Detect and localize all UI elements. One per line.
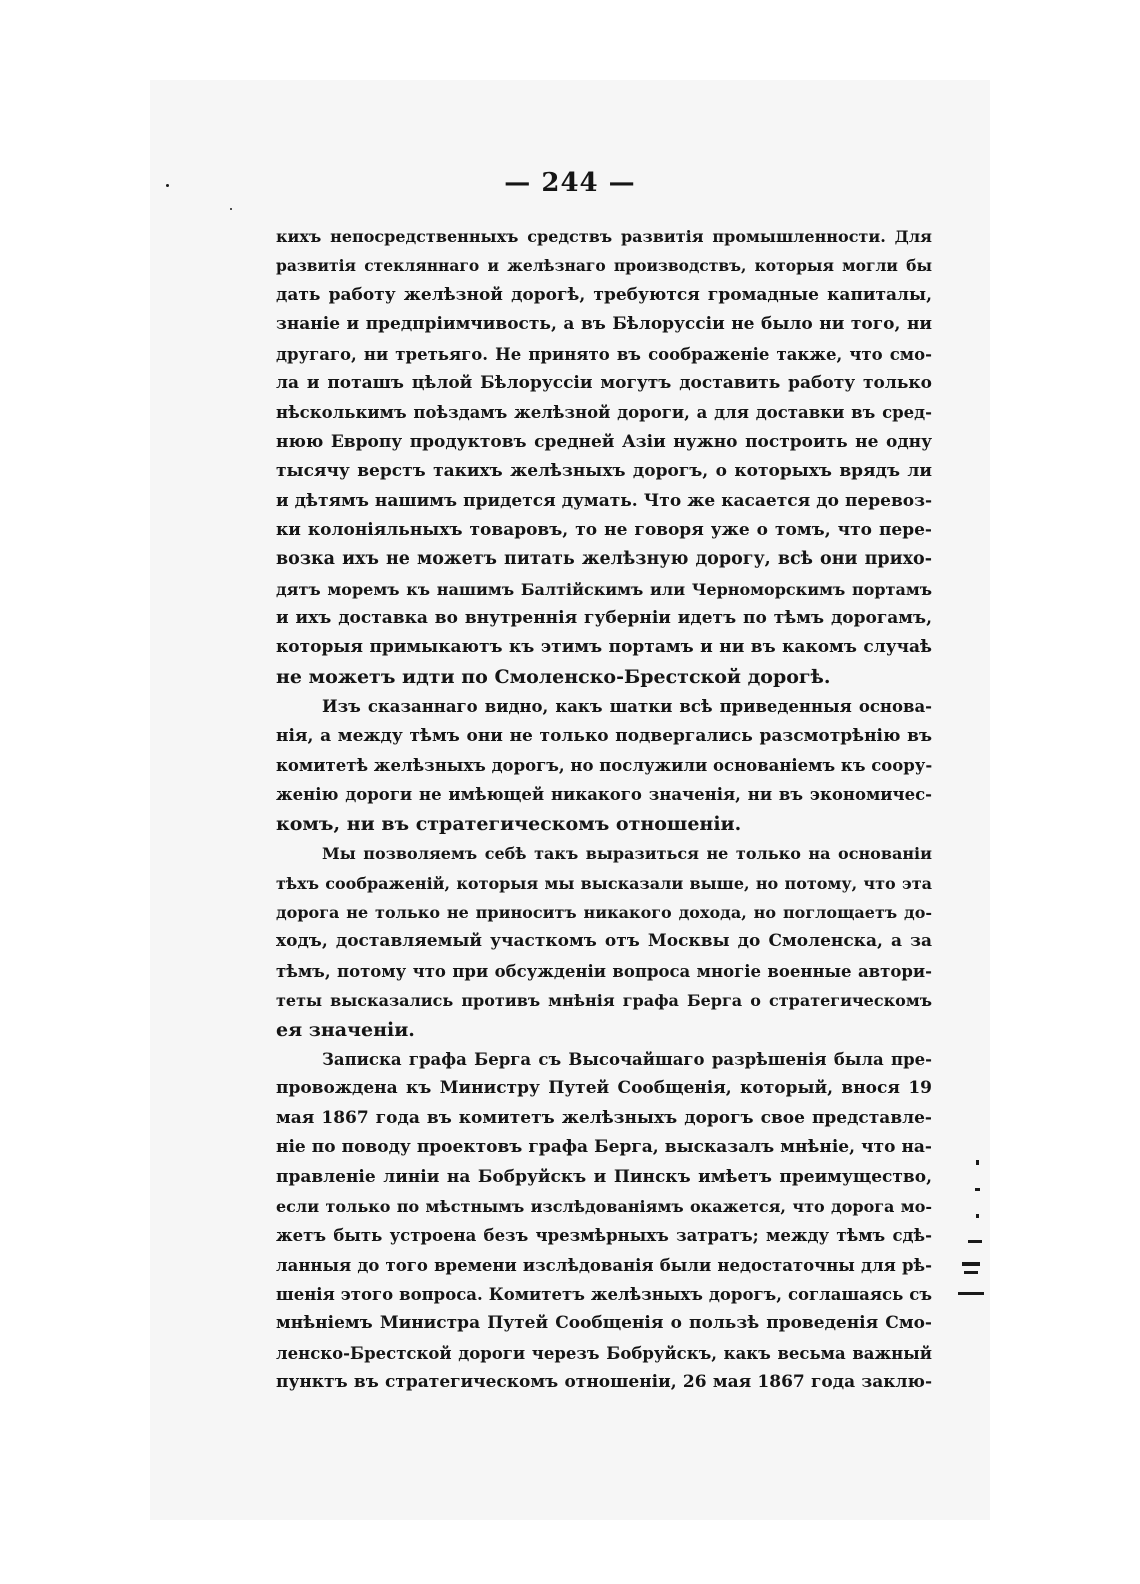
text-line: возка ихъ не можетъ питать желѣзную дорогу, всѣ они прихо-	[276, 549, 932, 570]
text-line: знаніе и предпріимчивость, а въ Бѣлоруссіи не было ни того, ни	[276, 314, 932, 335]
scan-speck	[166, 184, 169, 187]
margin-mark	[976, 1214, 979, 1218]
text-line: Мы позволяемъ себѣ такъ выразиться не только на основаніи	[322, 844, 932, 864]
text-line: дать работу желѣзной дорогѣ, требуются громадные капиталы,	[276, 284, 932, 305]
text-line: комъ, ни въ стратегическомъ отношеніи.	[276, 812, 742, 835]
text-line: ланныя до того времени изслѣдованія были недостаточны для рѣ-	[276, 1255, 932, 1275]
text-line: женію дороги не имѣющей никакого значенія, ни въ экономичес-	[276, 785, 932, 805]
text-line: шенія этого вопроса. Комитетъ желѣзныхъ дорогъ, соглашаясь съ	[276, 1285, 932, 1305]
text-line: и дѣтямъ нашимъ придется думать. Что же касается до перевоз-	[276, 490, 932, 511]
text-line: теты высказались противъ мнѣнія графа Берга о стратегическомъ	[276, 991, 932, 1011]
text-line: жетъ быть устроена безъ чрезмѣрныхъ затратъ; между тѣмъ сдѣ-	[276, 1226, 932, 1246]
scan-speck	[230, 208, 232, 210]
page-number: — 244 —	[504, 168, 636, 198]
text-line: ея значеніи.	[276, 1018, 415, 1041]
text-line: ленско-Брестской дороги черезъ Бобруйскъ, какъ весьма важный	[276, 1343, 932, 1363]
text-line: провождена къ Министру Путей Сообщенія, который, внося 19	[276, 1078, 932, 1099]
text-line: тѣмъ, потому что при обсужденіи вопроса многіе военные автори-	[276, 961, 932, 981]
text-line: мая 1867 года въ комитетъ желѣзныхъ дорогъ свое представле-	[276, 1107, 932, 1128]
text-line: нюю Европу продуктовъ средней Азіи нужно построить не одну	[276, 431, 932, 452]
text-line: Записка графа Берга съ Высочайшаго разрѣшенія была пре-	[322, 1049, 932, 1069]
text-line: ходъ, доставляемый участкомъ отъ Москвы до Смоленска, а за	[276, 931, 932, 952]
margin-mark	[964, 1271, 978, 1274]
margin-mark	[958, 1292, 984, 1295]
margin-mark	[975, 1188, 980, 1191]
text-line: дятъ моремъ къ нашимъ Балтійскимъ или Черноморскимъ портамъ	[276, 579, 932, 599]
text-line: тысячу верстъ такихъ желѣзныхъ дорогъ, о которыхъ врядъ ли	[276, 461, 932, 482]
text-line: не можетъ идти по Смоленско-Брестской дорогѣ.	[276, 665, 831, 688]
text-line: Изъ сказаннаго видно, какъ шатки всѣ приведенныя основа-	[322, 697, 932, 717]
text-line: нія, а между тѣмъ они не только подвергались разсмотрѣнію въ	[276, 725, 932, 746]
text-line: если только по мѣстнымъ изслѣдованіямъ окажется, что дорога мо-	[276, 1196, 932, 1216]
margin-mark	[968, 1240, 982, 1243]
text-line: комитетѣ желѣзныхъ дорогъ, но послужили основаніемъ къ соору-	[276, 756, 932, 776]
text-line: пунктъ въ стратегическомъ отношеніи, 26 мая 1867 года заклю-	[276, 1372, 932, 1393]
text-line: и ихъ доставка во внутреннія губерніи идетъ по тѣмъ дорогамъ,	[276, 608, 932, 629]
text-line: мнѣніемъ Министра Путей Сообщенія о пользѣ проведенія Смо-	[276, 1313, 932, 1334]
text-line: которыя примыкаютъ къ этимъ портамъ и ни въ какомъ случаѣ	[276, 637, 932, 658]
text-line: ки колоніяльныхъ товаровъ, то не говоря уже о томъ, что пере-	[276, 519, 932, 540]
text-line: другаго, ни третьяго. Не принято въ соображеніе также, что смо-	[276, 344, 932, 364]
text-line: ла и поташъ цѣлой Бѣлоруссіи могутъ доставить работу только	[276, 372, 932, 393]
text-line: развитія стекляннаго и желѣзнаго производствъ, которыя могли бы	[276, 256, 932, 276]
body-text	[276, 222, 932, 1398]
text-line: дорога не только не приноситъ никакого дохода, но поглощаетъ до-	[276, 902, 932, 922]
text-line: нѣсколькимъ поѣздамъ желѣзной дороги, а для доставки въ сред-	[276, 403, 932, 423]
margin-mark	[962, 1262, 980, 1266]
text-line: ніе по поводу проектовъ графа Берга, высказалъ мнѣніе, что на-	[276, 1137, 932, 1158]
text-line: кихъ непосредственныхъ средствъ развитія промышленности. Для	[276, 227, 932, 246]
text-line: правленіе линіи на Бобруйскъ и Пинскъ имѣетъ преимущество,	[276, 1166, 932, 1187]
margin-mark	[976, 1160, 979, 1165]
text-line: тѣхъ соображеній, которыя мы высказали выше, но потому, что эта	[276, 873, 932, 893]
